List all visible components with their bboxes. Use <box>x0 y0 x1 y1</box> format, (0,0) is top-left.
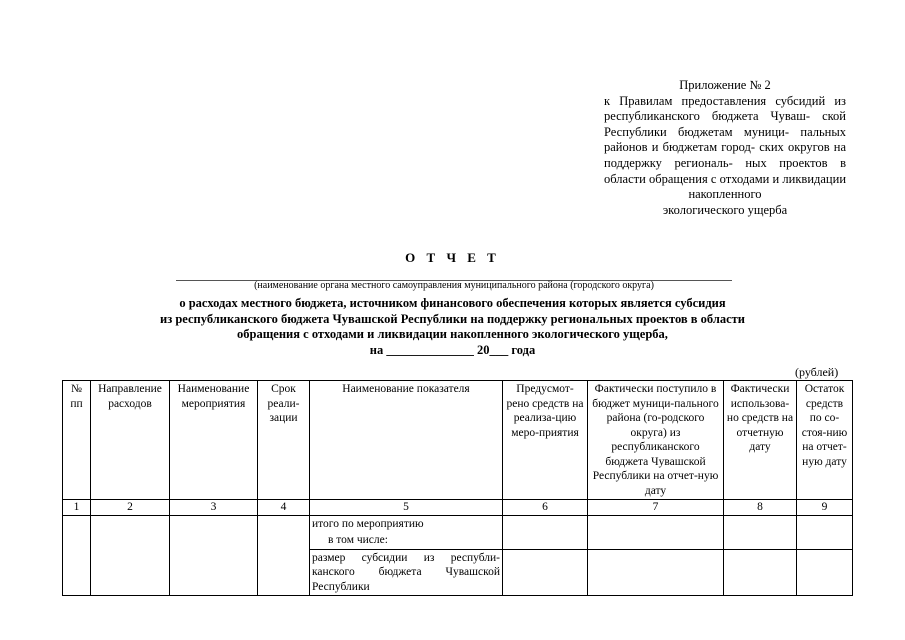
appendix-line: экологического ущерба <box>662 202 788 217</box>
header-cell: № пп <box>63 381 91 500</box>
table-cell <box>170 515 258 596</box>
header-cell: Наименование мероприятия <box>170 381 258 500</box>
table-cell <box>724 549 797 596</box>
report-title: О Т Ч Е Т <box>405 250 500 265</box>
table-cell <box>797 515 853 549</box>
header-cell: Фактически использова-но средств на отчетную дату <box>724 381 797 500</box>
appendix-line: ской Республики бюджетам муници- <box>604 109 846 139</box>
report-subtitle <box>0 296 905 358</box>
column-number: 6 <box>503 500 588 516</box>
table-cell <box>588 549 724 596</box>
column-number-row <box>63 500 853 516</box>
table-cell <box>503 549 588 596</box>
appendix-line: к Правилам предоставления субсидий <box>604 93 826 108</box>
subsidy-label: размер субсидии из республи-канского бюджета Чувашской Республики <box>310 549 503 596</box>
table-row <box>63 515 853 532</box>
appendix-line: отходами и ликвидации накопленного <box>688 171 847 202</box>
appendix-title: Приложение № 2 <box>679 78 771 92</box>
org-name-caption: (наименование органа местного самоуправления муниципального района (городского округа) <box>254 280 654 291</box>
appendix-block <box>604 78 846 218</box>
appendix-line: из республиканского бюджета Чуваш- <box>604 93 846 124</box>
appendix-line: ных проектов в области обращения с <box>604 155 846 186</box>
column-number: 5 <box>310 500 503 516</box>
header-cell: Остаток средств по со-стоя-нию на отчет-ную дату <box>797 381 853 500</box>
appendix-line: пальных районов и бюджетам город- <box>604 124 846 155</box>
table-cell <box>797 549 853 596</box>
column-number: 7 <box>588 500 724 516</box>
table-cell <box>503 515 588 549</box>
column-number: 4 <box>258 500 310 516</box>
table-cell <box>91 515 170 596</box>
report-table <box>62 380 853 596</box>
header-cell: Направление расходов <box>91 381 170 500</box>
subtitle-date-line: на ______________ 20___ года <box>369 342 536 357</box>
column-number: 8 <box>724 500 797 516</box>
column-number: 3 <box>170 500 258 516</box>
subtitle-line: обращения с отходами и ликвидации накопленного экологического ущерба, <box>237 327 668 342</box>
table-cell <box>258 515 310 596</box>
table-cell <box>588 515 724 549</box>
including-label: в том числе: <box>310 532 503 549</box>
header-cell: Фактически поступило в бюджет муници-пального района (го-родского округа) из республиканского бюджета Чувашской Республики на отчет-ную дату <box>588 381 724 500</box>
header-row <box>63 381 853 500</box>
column-number: 9 <box>797 500 853 516</box>
table-cell <box>63 515 91 596</box>
header-cell: Срок реали-зации <box>258 381 310 500</box>
column-number: 2 <box>91 500 170 516</box>
header-cell: Наименование показателя <box>310 381 503 500</box>
total-label: итого по мероприятию <box>310 515 503 532</box>
appendix-line: ских округов на поддержку региональ- <box>604 140 847 170</box>
appendix-text <box>604 94 846 219</box>
subtitle-line: из республиканского бюджета Чувашской Республики на поддержку региональных проектов в области <box>160 311 745 326</box>
table-cell <box>724 515 797 549</box>
units-label: (рублей) <box>795 365 839 379</box>
column-number: 1 <box>63 500 91 516</box>
subtitle-line: о расходах местного бюджета, источником финансового обеспечения которых является субсидия <box>179 296 726 310</box>
header-cell: Предусмот-рено средств на реализа-цию меро-приятия <box>503 381 588 500</box>
